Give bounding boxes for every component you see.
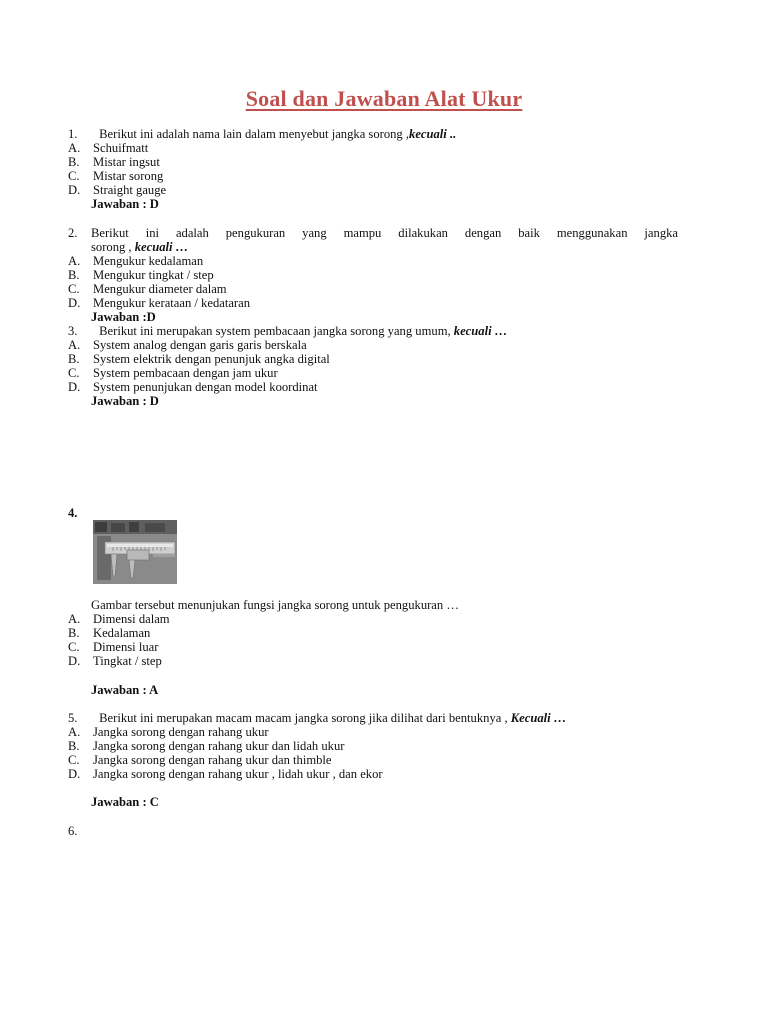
option-label: C. [68, 169, 80, 183]
question-number: 5. [68, 711, 78, 725]
option-d [68, 380, 318, 394]
question-text: Berikut ini merupakan system pembacaan jangka sorong yang umum, [96, 324, 454, 338]
option-text: Mengukur tingkat / step [93, 268, 214, 282]
vernier-caliper-photo [93, 520, 177, 584]
option-label: A. [68, 725, 81, 739]
option-label: B. [68, 155, 80, 169]
option-text: Straight gauge [93, 183, 167, 197]
option-text: System analog dengan garis garis berskala [93, 338, 307, 352]
option-text: Dimensi dalam [93, 612, 170, 626]
option-c [68, 753, 332, 767]
option-c [68, 169, 163, 183]
option-d [68, 296, 250, 310]
option-label: C. [68, 753, 80, 767]
option-label: D. [68, 183, 81, 197]
question-text: Berikut ini adalah nama lain dalam menyebut jangka sorong , [96, 127, 410, 141]
option-label: C. [68, 640, 80, 654]
kecuali-label: Kecuali … [510, 711, 567, 725]
option-text: Dimensi luar [93, 640, 159, 654]
option-label: B. [68, 626, 80, 640]
option-text: Kedalaman [93, 626, 151, 640]
option-b [68, 352, 330, 366]
question-1 [68, 127, 456, 141]
option-text: Jangka sorong dengan rahang ukur dan lidah ukur [93, 739, 345, 753]
option-label: A. [68, 612, 81, 626]
question-text: Berikut ini merupakan macam macam jangka sorong jika dilihat dari bentuknya , [96, 711, 511, 725]
option-c [68, 366, 278, 380]
option-text: Tingkat / step [93, 654, 162, 668]
answer-4: Jawaban : A [91, 683, 159, 697]
question-4-number: 4. [68, 506, 78, 520]
option-label: A. [68, 141, 81, 155]
option-b [68, 268, 214, 282]
kecuali-label: kecuali … [453, 324, 508, 338]
option-label: D. [68, 654, 81, 668]
option-d [68, 654, 162, 668]
answer-2: Jawaban :D [91, 310, 156, 324]
option-text: Mengukur kedalaman [93, 254, 204, 268]
option-b [68, 739, 344, 753]
option-a [68, 338, 307, 352]
option-c [68, 282, 227, 296]
kecuali-label: kecuali … [134, 240, 189, 254]
option-text: Mengukur kerataan / kedataran [93, 296, 250, 310]
option-text: Schuifmatt [93, 141, 149, 155]
question-4-text: Gambar tersebut menunjukan fungsi jangka sorong untuk pengukuran … [91, 598, 459, 612]
option-b [68, 626, 150, 640]
option-c [68, 640, 158, 654]
option-a [68, 725, 269, 739]
option-text: Mengukur diameter dalam [93, 282, 227, 296]
question-5 [68, 711, 566, 725]
question-2-text-line1: Berikut ini adalah pengukuran yang mampu dilakukan dengan baik menggunakan jangka [91, 226, 678, 240]
option-label: D. [68, 767, 81, 781]
option-b [68, 155, 160, 169]
option-label: C. [68, 282, 80, 296]
option-a [68, 254, 203, 268]
option-text: System pembacaan dengan jam ukur [93, 366, 278, 380]
question-2-number: 2. [68, 226, 78, 240]
option-text: Jangka sorong dengan rahang ukur , lidah ukur , dan ekor [93, 767, 383, 781]
question-2-text-line2 [91, 240, 188, 254]
question-text: sorong , [91, 240, 135, 254]
question-number: 3. [68, 324, 78, 338]
option-text: Jangka sorong dengan rahang ukur [93, 725, 269, 739]
option-a [68, 612, 170, 626]
option-text: System elektrik dengan penunjuk angka digital [93, 352, 330, 366]
option-label: A. [68, 254, 81, 268]
option-label: D. [68, 296, 81, 310]
answer-1: Jawaban : D [91, 197, 159, 211]
kecuali-label: kecuali .. [409, 127, 457, 141]
option-d [68, 767, 383, 781]
option-text: Jangka sorong dengan rahang ukur dan thimble [93, 753, 332, 767]
answer-5: Jawaban : C [91, 795, 159, 809]
question-6-number: 6. [68, 824, 78, 838]
option-label: B. [68, 268, 80, 282]
question-number: 1. [68, 127, 78, 141]
option-d [68, 183, 166, 197]
option-text: Mistar ingsut [93, 155, 160, 169]
option-text: Mistar sorong [93, 169, 164, 183]
option-text: System penunjukan dengan model koordinat [93, 380, 318, 394]
option-label: B. [68, 352, 80, 366]
question-3 [68, 324, 507, 338]
option-label: A. [68, 338, 81, 352]
option-label: D. [68, 380, 81, 394]
option-label: B. [68, 739, 80, 753]
answer-3: Jawaban : D [91, 394, 159, 408]
vernier-caliper-image [93, 520, 177, 584]
page-title: Soal dan Jawaban Alat Ukur [245, 86, 523, 111]
option-a [68, 141, 148, 155]
option-label: C. [68, 366, 80, 380]
